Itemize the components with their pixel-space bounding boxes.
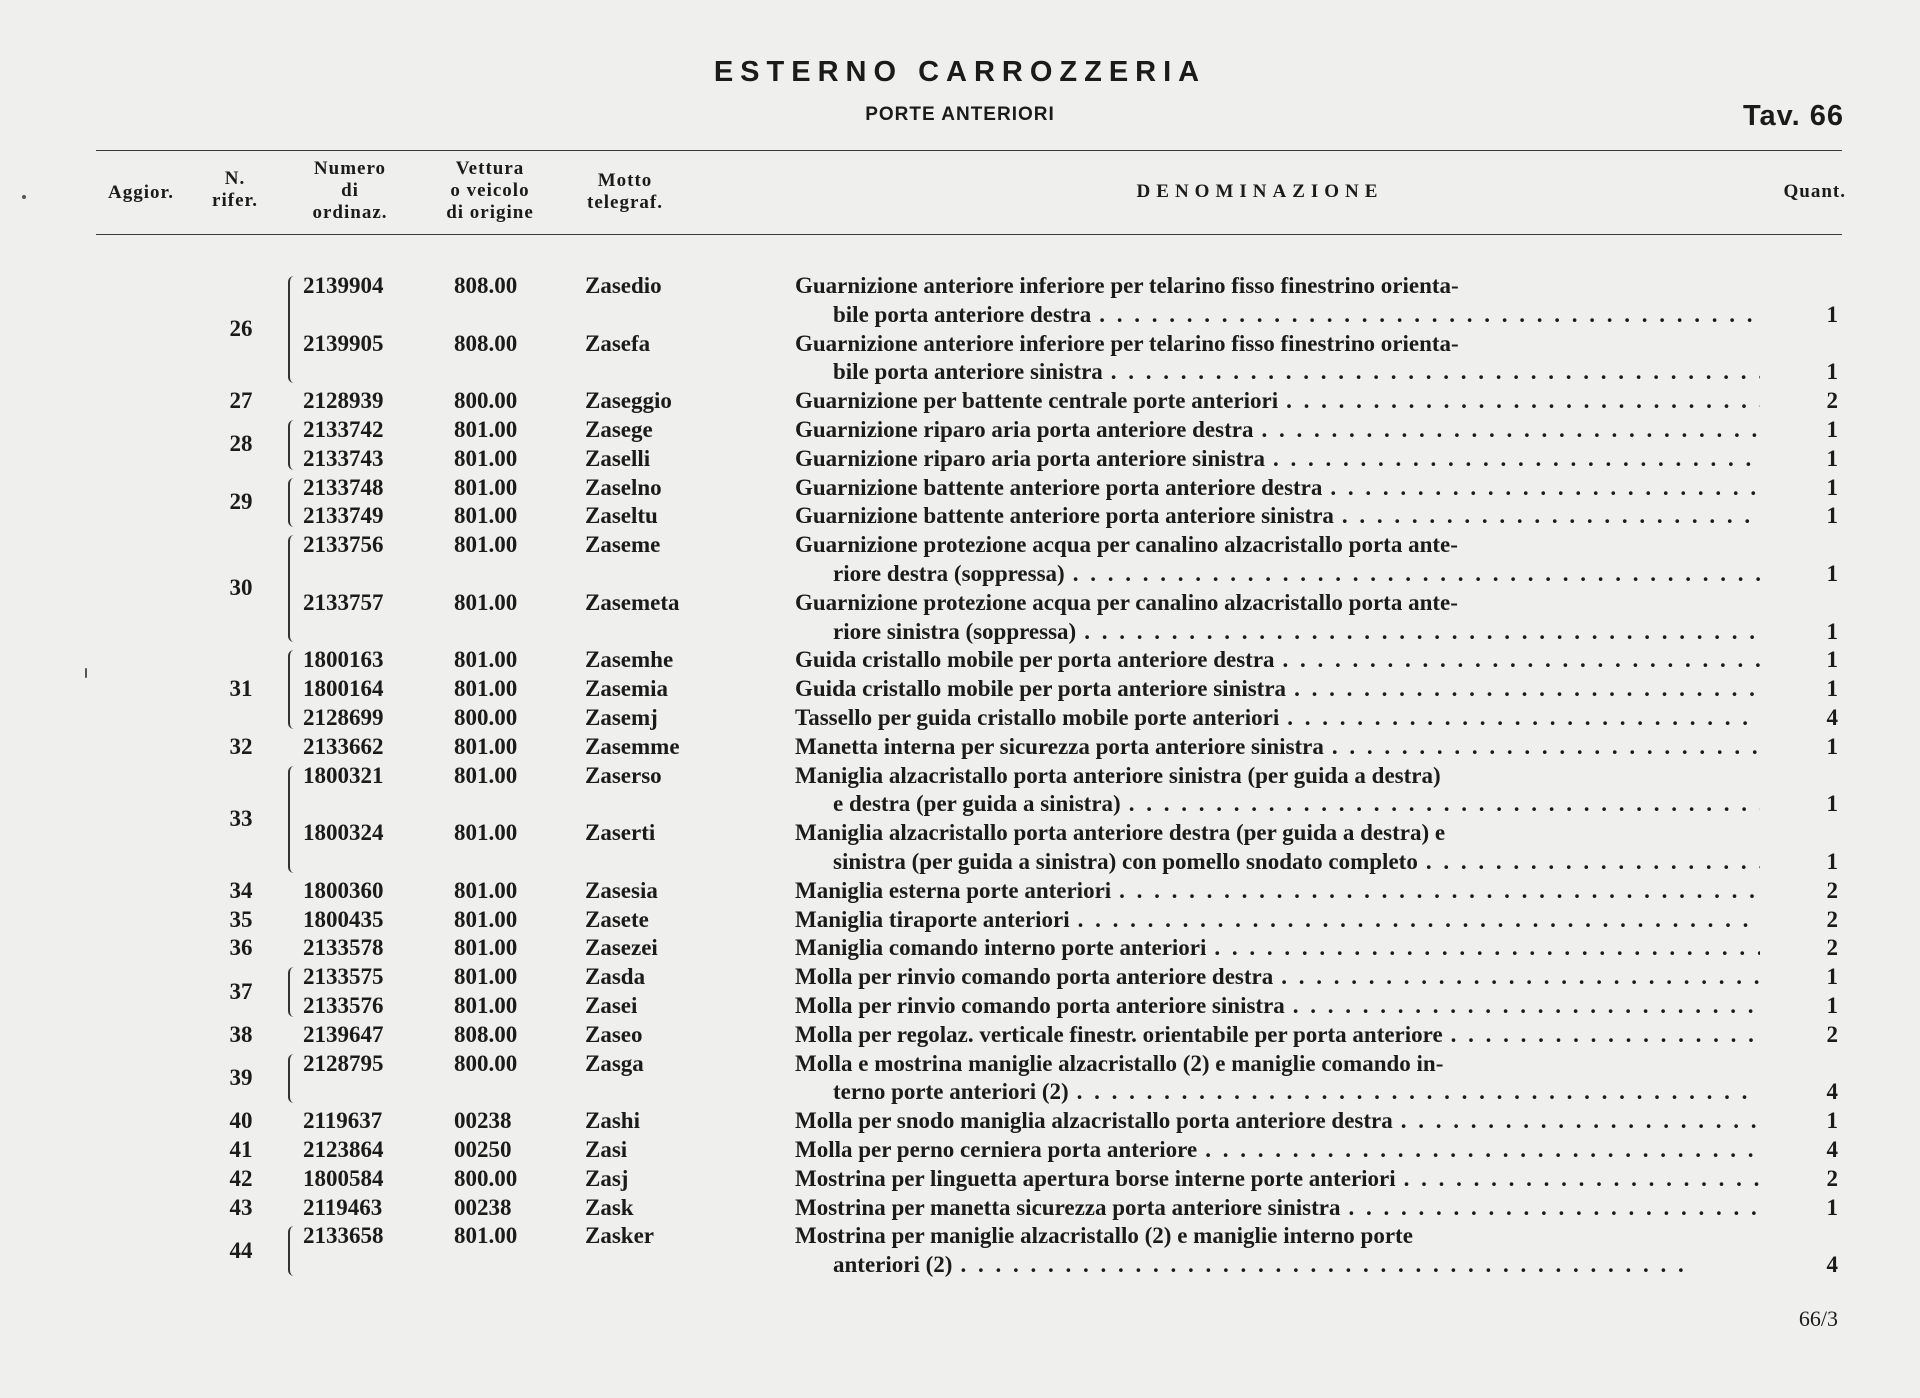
vehicle-origin: 801.00 bbox=[454, 1223, 518, 1249]
telegraph-code: Zasesia bbox=[585, 877, 658, 903]
description bbox=[795, 906, 1760, 935]
description bbox=[795, 589, 1760, 618]
quantity: 1 bbox=[1826, 733, 1838, 759]
col-motto-line1: Motto bbox=[597, 170, 653, 191]
group-brace bbox=[288, 967, 296, 1017]
description bbox=[795, 790, 1760, 819]
vehicle-origin: 00250 bbox=[454, 1136, 512, 1162]
group-brace bbox=[288, 766, 296, 873]
description-text: riore sinistra (soppressa) bbox=[833, 618, 1077, 644]
header-rule-bottom bbox=[96, 234, 1842, 235]
group-brace bbox=[288, 1054, 296, 1104]
telegraph-code: Zaseltu bbox=[585, 503, 658, 529]
vehicle-origin: 801.00 bbox=[454, 935, 518, 961]
dot-leader bbox=[1404, 1165, 1760, 1194]
part-number: 2133658 bbox=[303, 1223, 384, 1249]
ref-number: 39 bbox=[229, 1065, 253, 1090]
description-text: bile porta anteriore destra bbox=[833, 301, 1092, 327]
quantity: 1 bbox=[1826, 1108, 1838, 1134]
quantity: 1 bbox=[1826, 359, 1838, 385]
quantity: 4 bbox=[1826, 1079, 1838, 1105]
description bbox=[795, 963, 1760, 992]
group-brace bbox=[288, 276, 296, 383]
quantity: 2 bbox=[1826, 935, 1838, 961]
quantity: 2 bbox=[1826, 1021, 1838, 1047]
description-text: anteriori (2) bbox=[833, 1252, 953, 1278]
description-text: Molla per rinvio comando porta anteriore sinistra bbox=[795, 992, 1285, 1018]
col-vettura-line2: o veicolo bbox=[450, 180, 530, 201]
dot-leader bbox=[1293, 992, 1760, 1021]
description-text: Molla per perno cerniera porta anteriore bbox=[795, 1136, 1198, 1162]
vehicle-origin: 801.00 bbox=[454, 503, 518, 529]
telegraph-code: Zasemia bbox=[585, 676, 669, 702]
description-text: Mostrina per manetta sicurezza porta anteriore sinistra bbox=[795, 1194, 1341, 1220]
dot-leader bbox=[1281, 963, 1760, 992]
description bbox=[795, 531, 1760, 560]
col-vettura bbox=[425, 158, 555, 224]
table-number: Tav. 66 bbox=[1742, 100, 1844, 132]
description-text: bile porta anteriore sinistra bbox=[833, 359, 1103, 385]
description bbox=[795, 1222, 1760, 1251]
vehicle-origin: 801.00 bbox=[454, 820, 518, 846]
description-text: Maniglia esterna porte anteriori bbox=[795, 877, 1112, 903]
ref-number: 29 bbox=[229, 489, 253, 514]
telegraph-code: Zaserti bbox=[585, 820, 656, 846]
description bbox=[795, 1021, 1760, 1050]
quantity: 1 bbox=[1826, 416, 1838, 442]
telegraph-code: Zasga bbox=[585, 1050, 644, 1076]
dot-leader bbox=[1342, 502, 1760, 531]
vehicle-origin: 801.00 bbox=[454, 733, 518, 759]
dot-leader bbox=[1261, 416, 1760, 445]
description-text: Guarnizione battente anteriore porta anteriore sinistra bbox=[795, 503, 1334, 529]
part-number: 1800163 bbox=[303, 647, 384, 673]
description bbox=[795, 560, 1760, 589]
description bbox=[795, 1251, 1760, 1280]
ref-number: 31 bbox=[229, 676, 253, 702]
vehicle-origin: 800.00 bbox=[454, 388, 518, 414]
quantity: 1 bbox=[1826, 676, 1838, 702]
page-subtitle: PORTE ANTERIORI bbox=[865, 104, 1055, 125]
description bbox=[795, 675, 1760, 704]
part-number: 2133742 bbox=[303, 416, 384, 442]
quantity: 1 bbox=[1826, 992, 1838, 1018]
telegraph-code: Zasezei bbox=[585, 935, 658, 961]
col-numero bbox=[290, 158, 410, 224]
group-brace bbox=[288, 1226, 296, 1276]
ref-number: 27 bbox=[229, 388, 253, 414]
ref-number: 41 bbox=[229, 1137, 253, 1162]
quantity: 2 bbox=[1826, 1165, 1838, 1191]
col-motto-line2: telegraf. bbox=[587, 192, 663, 213]
part-number: 2133575 bbox=[303, 964, 384, 990]
paper-speck bbox=[22, 195, 26, 199]
description bbox=[795, 992, 1760, 1021]
quantity: 1 bbox=[1826, 848, 1838, 874]
description-text: Molla per rinvio comando porta anteriore destra bbox=[795, 964, 1274, 990]
dot-leader bbox=[1401, 1107, 1760, 1136]
description bbox=[795, 646, 1760, 675]
dot-leader bbox=[1286, 387, 1760, 416]
description-text: terno porte anteriori (2) bbox=[833, 1079, 1069, 1105]
quantity: 4 bbox=[1826, 1252, 1838, 1278]
quantity: 1 bbox=[1826, 560, 1838, 586]
part-number: 2128939 bbox=[303, 388, 384, 414]
dot-leader bbox=[1330, 474, 1760, 503]
vehicle-origin: 808.00 bbox=[454, 330, 518, 356]
quantity: 4 bbox=[1826, 704, 1838, 730]
quantity: 1 bbox=[1826, 618, 1838, 644]
description-text: Mostrina per maniglie alzacristallo (2) e maniglie interno porte bbox=[795, 1223, 1413, 1249]
dot-leader bbox=[1119, 877, 1760, 906]
description-text: Guida cristallo mobile per porta anteriore sinistra bbox=[795, 676, 1287, 702]
ref-number: 34 bbox=[229, 877, 253, 903]
part-number: 1800324 bbox=[303, 820, 384, 846]
vehicle-origin: 801.00 bbox=[454, 676, 518, 702]
dot-leader bbox=[1287, 704, 1760, 733]
quantity: 1 bbox=[1826, 964, 1838, 990]
description bbox=[795, 1136, 1760, 1165]
part-number: 1800164 bbox=[303, 676, 384, 702]
telegraph-code: Zasemme bbox=[585, 733, 680, 759]
ref-number: 37 bbox=[229, 978, 253, 1004]
description bbox=[795, 704, 1760, 733]
telegraph-code: Zasemj bbox=[585, 704, 658, 730]
group-brace bbox=[288, 420, 296, 470]
description bbox=[795, 272, 1760, 301]
description bbox=[795, 1050, 1760, 1079]
telegraph-code: Zasj bbox=[585, 1165, 629, 1191]
dot-leader bbox=[1077, 1078, 1760, 1107]
col-vettura-line1: Vettura bbox=[455, 158, 525, 179]
quantity: 2 bbox=[1826, 877, 1838, 903]
dot-leader bbox=[1283, 646, 1760, 675]
ref-number: 35 bbox=[229, 906, 253, 932]
quantity: 1 bbox=[1826, 445, 1838, 471]
description bbox=[795, 934, 1760, 963]
dot-leader bbox=[1073, 560, 1760, 589]
vehicle-origin: 801.00 bbox=[454, 877, 518, 903]
description-text: Guarnizione per battente centrale porte anteriori bbox=[795, 388, 1279, 414]
telegraph-code: Zaselno bbox=[585, 474, 662, 500]
telegraph-code: Zask bbox=[585, 1194, 634, 1220]
quantity: 2 bbox=[1826, 388, 1838, 414]
description-text: Maniglia alzacristallo porta anteriore destra (per guida a destra) e bbox=[795, 820, 1446, 846]
description bbox=[795, 358, 1760, 387]
vehicle-origin: 00238 bbox=[454, 1194, 512, 1220]
part-number: 2139904 bbox=[303, 273, 384, 298]
part-number: 2133743 bbox=[303, 445, 384, 471]
col-aggior: Aggior. bbox=[108, 182, 174, 203]
vehicle-origin: 808.00 bbox=[454, 273, 518, 298]
vehicle-origin: 801.00 bbox=[454, 474, 518, 500]
vehicle-origin: 800.00 bbox=[454, 1165, 518, 1191]
part-number: 2128699 bbox=[303, 704, 384, 730]
description-text: Guarnizione anteriore inferiore per telarino fisso finestrino orienta- bbox=[795, 273, 1459, 298]
ref-number: 42 bbox=[229, 1165, 253, 1191]
col-rifer-line2: rifer. bbox=[212, 190, 258, 211]
vehicle-origin: 801.00 bbox=[454, 416, 518, 442]
dot-leader bbox=[1078, 906, 1760, 935]
description bbox=[795, 502, 1760, 531]
description-text: Maniglia alzacristallo porta anteriore sinistra (per guida a destra) bbox=[795, 762, 1441, 788]
description-text: Maniglia tiraporte anteriori bbox=[795, 906, 1070, 932]
vehicle-origin: 801.00 bbox=[454, 964, 518, 990]
description bbox=[795, 1194, 1760, 1223]
description-text: Molla per regolaz. verticale finestr. orientabile per porta anteriore bbox=[795, 1021, 1443, 1047]
quantity: 2 bbox=[1826, 906, 1838, 932]
ref-number: 28 bbox=[229, 431, 253, 457]
description bbox=[795, 1165, 1760, 1194]
quantity: 1 bbox=[1826, 647, 1838, 673]
dot-leader bbox=[1214, 934, 1760, 963]
description-text: sinistra (per guida a sinistra) con pomello snodato completo bbox=[833, 848, 1418, 874]
part-number: 2123864 bbox=[303, 1136, 384, 1162]
quantity: 1 bbox=[1826, 791, 1838, 817]
description bbox=[795, 387, 1760, 416]
telegraph-code: Zasei bbox=[585, 992, 638, 1018]
telegraph-code: Zasege bbox=[585, 416, 653, 442]
part-number: 2128795 bbox=[303, 1050, 384, 1076]
telegraph-code: Zasi bbox=[585, 1136, 628, 1162]
col-denominazione: DENOMINAZIONE bbox=[1136, 181, 1384, 202]
description-text: Guarnizione protezione acqua per canalino alzacristallo porta ante- bbox=[795, 532, 1458, 558]
telegraph-code: Zasker bbox=[585, 1223, 654, 1249]
description bbox=[795, 819, 1760, 848]
description-text: e destra (per guida a sinistra) bbox=[833, 791, 1121, 817]
part-number: 2133756 bbox=[303, 532, 384, 558]
description-text: Maniglia comando interno porte anteriori bbox=[795, 935, 1207, 961]
description bbox=[795, 848, 1760, 877]
telegraph-code: Zaselli bbox=[585, 445, 651, 471]
col-numero-line3: ordinaz. bbox=[312, 202, 388, 223]
description-text: Guarnizione protezione acqua per canalino alzacristallo porta ante- bbox=[795, 589, 1458, 615]
description bbox=[795, 301, 1760, 330]
ref-number: 43 bbox=[229, 1194, 253, 1220]
description bbox=[795, 416, 1760, 445]
group-brace bbox=[288, 535, 296, 642]
vehicle-origin: 808.00 bbox=[454, 1021, 518, 1047]
page-title: ESTERNO CARROZZERIA bbox=[713, 56, 1207, 88]
description bbox=[795, 733, 1760, 762]
part-number: 2119637 bbox=[303, 1108, 383, 1134]
ref-number: 32 bbox=[229, 733, 253, 759]
telegraph-code: Zasefa bbox=[585, 330, 651, 356]
ref-number: 38 bbox=[229, 1021, 253, 1047]
part-number: 2139905 bbox=[303, 330, 384, 356]
dot-leader bbox=[1294, 675, 1760, 704]
part-number: 2133749 bbox=[303, 503, 384, 529]
vehicle-origin: 801.00 bbox=[454, 992, 518, 1018]
group-brace bbox=[288, 650, 296, 728]
vehicle-origin: 801.00 bbox=[454, 647, 518, 673]
telegraph-code: Zasda bbox=[585, 964, 646, 990]
description bbox=[795, 445, 1760, 474]
description bbox=[795, 1078, 1760, 1107]
part-number: 2133578 bbox=[303, 935, 384, 961]
page-number: 66/3 bbox=[1798, 1306, 1838, 1331]
description-text: Manetta interna per sicurezza porta anteriore sinistra bbox=[795, 733, 1324, 759]
dot-leader bbox=[1332, 733, 1760, 762]
quantity: 4 bbox=[1826, 1136, 1838, 1162]
vehicle-origin: 801.00 bbox=[454, 589, 518, 615]
telegraph-code: Zasete bbox=[585, 906, 649, 932]
col-vettura-line3: di origine bbox=[446, 202, 534, 223]
col-rifer-line1: N. bbox=[224, 168, 246, 189]
col-quant: Quant. bbox=[1783, 181, 1846, 202]
description bbox=[795, 877, 1760, 906]
description-text: Mostrina per linguetta apertura borse interne porte anteriori bbox=[795, 1165, 1396, 1191]
quantity: 1 bbox=[1826, 301, 1838, 327]
group-brace bbox=[288, 478, 296, 528]
col-motto bbox=[570, 170, 680, 214]
description bbox=[795, 1107, 1760, 1136]
part-number: 2119463 bbox=[303, 1194, 383, 1220]
part-number: 1800435 bbox=[303, 906, 384, 932]
ref-number: 44 bbox=[229, 1237, 253, 1263]
part-number: 2133748 bbox=[303, 474, 384, 500]
description-text: Guarnizione riparo aria porta anteriore destra bbox=[795, 416, 1254, 442]
description bbox=[795, 330, 1760, 359]
parts-table bbox=[0, 272, 1920, 1280]
dot-leader bbox=[1205, 1136, 1760, 1165]
ref-number: 33 bbox=[229, 805, 253, 831]
quantity: 1 bbox=[1826, 474, 1838, 500]
vehicle-origin: 801.00 bbox=[454, 532, 518, 558]
telegraph-code: Zaseme bbox=[585, 532, 661, 558]
description bbox=[795, 474, 1760, 503]
part-number: 1800360 bbox=[303, 877, 384, 903]
description-text: Guarnizione battente anteriore porta anteriore destra bbox=[795, 474, 1323, 500]
description bbox=[795, 762, 1760, 791]
dot-leader bbox=[1349, 1194, 1761, 1223]
part-number: 2133576 bbox=[303, 992, 384, 1018]
vehicle-origin: 801.00 bbox=[454, 906, 518, 932]
dot-leader bbox=[960, 1251, 1760, 1280]
col-rifer bbox=[190, 168, 280, 212]
ref-number: 36 bbox=[229, 935, 253, 961]
vehicle-origin: 801.00 bbox=[454, 762, 518, 788]
part-number: 2139647 bbox=[303, 1021, 384, 1047]
dot-leader bbox=[1451, 1021, 1760, 1050]
telegraph-code: Zaseggio bbox=[585, 388, 672, 414]
paper-speck bbox=[85, 668, 87, 678]
dot-leader bbox=[1099, 301, 1760, 330]
description bbox=[795, 618, 1760, 647]
description-text: riore destra (soppressa) bbox=[833, 560, 1065, 586]
vehicle-origin: 801.00 bbox=[454, 445, 518, 471]
telegraph-code: Zasedio bbox=[585, 273, 662, 298]
vehicle-origin: 800.00 bbox=[454, 704, 518, 730]
telegraph-code: Zasemhe bbox=[585, 647, 674, 673]
dot-leader bbox=[1273, 445, 1760, 474]
header-rule-top bbox=[96, 150, 1842, 151]
description-text: Guarnizione riparo aria porta anteriore sinistra bbox=[795, 445, 1265, 471]
col-numero-line2: di bbox=[341, 180, 359, 201]
quantity: 1 bbox=[1826, 503, 1838, 529]
col-numero-line1: Numero bbox=[313, 158, 387, 179]
description-text: Guarnizione anteriore inferiore per telarino fisso finestrino orienta- bbox=[795, 330, 1459, 356]
ref-number: 40 bbox=[229, 1108, 253, 1134]
dot-leader bbox=[1111, 358, 1760, 387]
dot-leader bbox=[1129, 790, 1760, 819]
vehicle-origin: 00238 bbox=[454, 1108, 512, 1134]
telegraph-code: Zashi bbox=[585, 1108, 640, 1134]
part-number: 2133662 bbox=[303, 733, 384, 759]
description-text: Molla per snodo maniglia alzacristallo porta anteriore destra bbox=[795, 1108, 1393, 1134]
dot-leader bbox=[1426, 848, 1760, 877]
description-text: Tassello per guida cristallo mobile porte anteriori bbox=[795, 704, 1280, 730]
part-number: 2133757 bbox=[303, 589, 384, 615]
ref-number: 26 bbox=[229, 316, 253, 342]
description-text: Molla e mostrina maniglie alzacristallo (2) e maniglie comando in- bbox=[795, 1050, 1444, 1076]
telegraph-code: Zaseo bbox=[585, 1021, 643, 1047]
part-number: 1800321 bbox=[303, 762, 384, 788]
part-number: 1800584 bbox=[303, 1165, 384, 1191]
vehicle-origin: 800.00 bbox=[454, 1050, 518, 1076]
ref-number: 30 bbox=[229, 575, 253, 601]
quantity: 1 bbox=[1826, 1194, 1838, 1220]
telegraph-code: Zaserso bbox=[585, 762, 662, 788]
telegraph-code: Zasemeta bbox=[585, 589, 680, 615]
dot-leader bbox=[1084, 618, 1760, 647]
description-text: Guida cristallo mobile per porta anteriore destra bbox=[795, 647, 1275, 673]
